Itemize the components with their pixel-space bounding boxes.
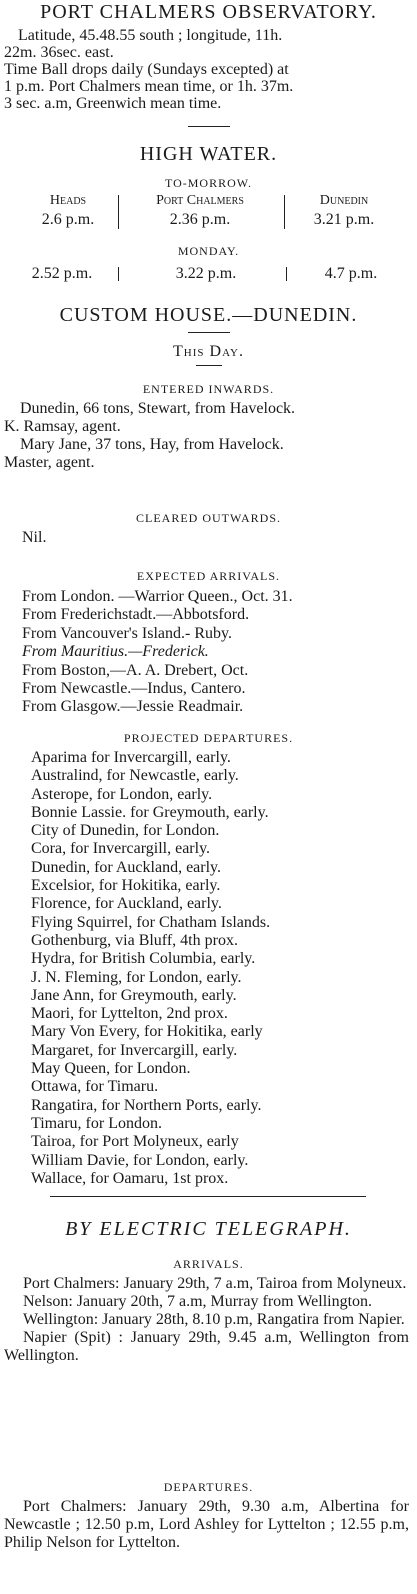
departure-item: Asterope, for London, early. [31, 785, 213, 803]
observatory-line: 1 p.m. Port Chalmers mean time, or 1h. 37m. [4, 78, 294, 95]
expected-arrivals-label: EXPECTED ARRIVALS. [136, 569, 281, 583]
dunedin-time: 3.21 p.m. [313, 211, 375, 228]
column-divider [286, 267, 287, 281]
column-divider [118, 267, 119, 281]
departure-item: Hydra, for British Columbia, early. [31, 950, 256, 968]
departure-item: Florence, for Auckland, early. [31, 895, 222, 913]
this-day-label: This Day. [173, 343, 244, 360]
projected-list [4, 749, 417, 1188]
tide-table-monday [14, 265, 406, 285]
departure-item: Flying Squirrel, for Chatham Islands. [31, 913, 271, 931]
port-chalmers-time-monday: 3.22 p.m. [175, 265, 237, 282]
departure-item: Dunedin, for Auckland, early. [31, 858, 222, 876]
section-rule [50, 1196, 366, 1197]
expected-item: From Boston,—A. A. Drebert, Oct. [22, 661, 249, 679]
column-divider [284, 195, 285, 229]
custom-house-title: CUSTOM HOUSE.—DUNEDIN. [59, 304, 358, 326]
departure-item: City of Dunedin, for London. [31, 822, 220, 840]
entered-inwards-label: ENTERED INWARDS. [142, 382, 275, 396]
arrival-entry: Napier (Spit) : January 29th, 9.45 a.m, Wellington from Wellington. [4, 1329, 409, 1364]
entered-line: Mary Jane, 37 tons, Hay, from Havelock. [20, 436, 284, 453]
departure-item: May Queen, for London. [31, 1060, 191, 1078]
entered-line: Master, agent. [4, 454, 95, 471]
column-port-chalmers: Port Chalmers [156, 193, 244, 208]
observatory-line: Latitude, 45.48.55 south ; longitude, 11h. [18, 27, 283, 44]
departure-item: Tairoa, for Port Molyneux, early [31, 1133, 239, 1151]
expected-item: From London. —Warrior Queen., Oct. 31. [22, 588, 293, 605]
expected-item: From Frederichstadt.—Abbotsford. [22, 606, 250, 624]
departures-label: DEPARTURES. [163, 1480, 254, 1494]
column-dunedin: Dunedin [319, 193, 369, 208]
entered-line: Dunedin, 66 tons, Stewart, from Havelock. [20, 400, 296, 417]
observatory-line: 22m. 36sec. east. [4, 44, 114, 61]
observatory-title: PORT CHALMERS OBSERVATORY. [40, 1, 377, 23]
departure-item: Australind, for Newcastle, early. [31, 767, 239, 785]
departure-item: Bonnie Lassie. for Greymouth, early. [31, 803, 269, 821]
departure-item: Jane Ann, for Greymouth, early. [31, 986, 237, 1004]
departures-list [4, 1498, 409, 1552]
column-divider [118, 195, 119, 229]
high-water-title: HIGH WATER. [139, 143, 278, 165]
entered-list [4, 400, 409, 472]
departure-item: Cora, for Invercargill, early. [31, 840, 211, 858]
heads-time-monday: 2.52 p.m. [31, 265, 93, 282]
monday-label: MONDAY. [177, 244, 240, 258]
divider [188, 126, 230, 127]
expected-item: From Newcastle.—Indus, Cantero. [22, 680, 246, 698]
observatory-paragraph [4, 27, 409, 112]
departure-item: Mary Von Every, for Hokitika, early [31, 1023, 263, 1041]
column-heads: Heads [49, 193, 87, 208]
departure-item: J. N. Fleming, for London, early. [31, 968, 242, 986]
port-chalmers-time: 2.36 p.m. [169, 211, 231, 228]
divider [188, 332, 230, 333]
tomorrow-label: TO-MORROW. [164, 176, 252, 190]
departure-item: William Davie, for London, early. [31, 1151, 249, 1169]
dunedin-time-monday: 4.7 p.m. [324, 265, 378, 282]
departure-item: Ottawa, for Timaru. [31, 1078, 159, 1096]
departure-item: Timaru, for London. [31, 1114, 162, 1132]
expected-list [4, 588, 417, 717]
arrival-entry: Nelson: January 20th, 7 a.m, Murray from Wellington. [23, 1293, 373, 1310]
cleared-value: Nil. [22, 529, 47, 546]
heads-time: 2.6 p.m. [41, 211, 95, 228]
projected-departures-label: PROJECTED DEPARTURES. [123, 731, 294, 745]
departure-entry: Port Chalmers: January 29th, 9.30 a.m, Albertina for Newcastle ; 12.50 p.m, Lord Ashley for Lyttelton ; 12.55 p.m, Philip Nelson for Lyttelton. [4, 1498, 409, 1551]
expected-item: From Mauritius.—Frederick. [22, 643, 209, 661]
arrivals-label: ARRIVALS. [173, 1257, 244, 1271]
arrivals-list [4, 1275, 409, 1365]
departure-item: Excelsior, for Hokitika, early. [31, 877, 221, 895]
departure-item: Aparima for Invercargill, early. [31, 749, 231, 766]
divider [196, 365, 222, 366]
departure-item: Rangatira, for Northern Ports, early. [31, 1096, 262, 1114]
departure-item: Maori, for Lyttelton, 2nd prox. [31, 1005, 228, 1023]
departure-item: Wallace, for Oamaru, 1st prox. [31, 1169, 229, 1187]
arrival-entry: Wellington: January 28th, 8.10 p.m, Rangatira from Napier. [23, 1311, 405, 1328]
departure-item: Gothenburg, via Bluff, 4th prox. [31, 931, 238, 949]
observatory-line: 3 sec. a.m, Greenwich mean time. [4, 95, 222, 112]
observatory-line: Time Ball drops daily (Sundays excepted) at [4, 61, 289, 78]
expected-item: From Vancouver's Island.- Ruby. [22, 624, 232, 642]
cleared-outwards-label: CLEARED OUTWARDS. [136, 511, 281, 525]
entered-line: K. Ramsay, agent. [4, 418, 121, 435]
tide-table-tomorrow [18, 193, 398, 235]
telegraph-title: BY ELECTRIC TELEGRAPH. [65, 1218, 352, 1240]
arrival-entry: Port Chalmers: January 29th, 7 a.m, Tairoa from Molyneux. [23, 1275, 407, 1292]
departure-item: Margaret, for Invercargill, early. [31, 1041, 238, 1059]
expected-item: From Glasgow.—Jessie Readmair. [22, 698, 244, 716]
